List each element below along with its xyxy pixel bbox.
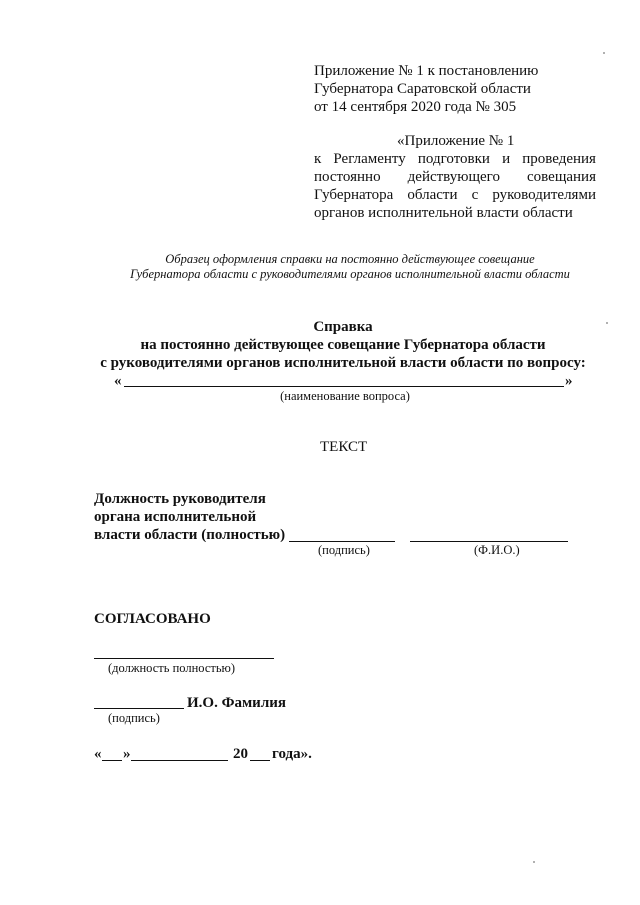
approval-position-underline [94,658,274,659]
title-line-2: на постоянно действующее совещание Губернатора области [140,337,546,353]
appendix-word: к [314,151,322,167]
signature-line-1: Должность руководителя [94,491,266,507]
question-caption: (наименование вопроса) [280,389,410,403]
appendix-row-3 [314,186,596,204]
date-close-quote: » [123,746,131,762]
title-close-quote: » [565,373,573,389]
appendix-word: руководителями [492,187,596,203]
approval-sign-underline [94,708,184,709]
appendix-word: действующего [407,169,500,185]
sample-note-line-2: Губернатора области с руководителями органов исполнительной власти области [130,267,570,281]
date-year-suffix: года». [272,746,312,762]
scan-speck [533,861,535,863]
name-underline [410,541,568,542]
title-line-1: Справка [313,319,373,335]
approval-sign-caption: (подпись) [108,711,160,725]
appendix-row-2 [314,168,596,186]
appendix-word: проведения [522,151,596,167]
appendix-row-1 [314,150,596,168]
sample-note-line-1: Образец оформления справки на постоянно действующее совещание [165,252,535,266]
signature-underline [289,541,395,542]
appendix-first-line: «Приложение № 1 [397,133,515,149]
signature-name-caption: (Ф.И.О.) [474,543,520,557]
appendix-word: постоянно [314,169,381,185]
approval-name: И.О. Фамилия [187,695,287,711]
date-open-quote: « [94,746,102,762]
body-text: ТЕКСТ [320,439,368,455]
signature-line-2: органа исполнительной [94,509,257,525]
date-year-prefix: 20 [233,746,248,762]
header-line-1: Приложение № 1 к постановлению [314,63,539,79]
date-month-underline [131,760,228,761]
question-underline [124,386,564,387]
appendix-word: Регламенту [333,151,406,167]
header-line-2: Губернатора Саратовской области [314,81,531,97]
scan-speck [606,322,608,324]
date-year-underline [250,760,270,761]
appendix-word: и [502,151,511,167]
title-open-quote: « [114,373,122,389]
signature-sign-caption: (подпись) [318,543,370,557]
header-line-3: от 14 сентября 2020 года № 305 [314,99,517,115]
scan-speck [603,52,605,54]
appendix-word: с [471,187,479,203]
appendix-word: подготовки [417,151,490,167]
appendix-word: совещания [527,169,596,185]
signature-line-3: власти области (полностью) [94,527,286,543]
date-day-underline [102,760,122,761]
title-line-3: с руководителями органов исполнительной власти области по вопросу: [100,355,586,371]
approval-heading: СОГЛАСОВАНО [94,611,211,627]
approval-position-caption: (должность полностью) [108,661,236,675]
appendix-word: области [407,187,458,203]
appendix-row-4: органов исполнительной власти области [314,205,573,221]
appendix-word: Губернатора [314,187,394,203]
